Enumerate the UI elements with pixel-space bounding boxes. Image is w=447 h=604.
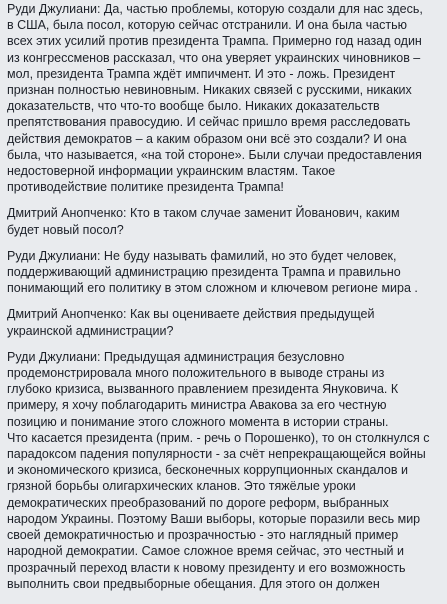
paragraph-anopchenko-question-1: Дмитрий Анопченко: Кто в таком случае заменит Йованович, каким будет новый посол? (7, 206, 400, 237)
paragraph-anopchenko-question-2: Дмитрий Анопченко: Как вы оцениваете действия предыдущей украинской администрации? (7, 307, 375, 338)
paragraph-giuliani-1: Руди Джулиани: Да, частью проблемы, которую создали для нас здесь, в США, была посол, которую сейчас отстранили. И она была частью всех этих усилий против президента Трампа. Примерно год назад один из конгрессменов рассказал, что она уверяет украинских чиновников – мол, президента Трампа ждёт импичмент. И это - ложь. Президент признан полностью невиновным. Никаких связей с русскими, никаких доказательств, что что-то вообще было. Никаких доказательств препятствования правосудию. И сейчас пришло время расследовать действия демократов – а каким образом они всё это создали? И она была, что называется, «на той стороне». Были случаи предоставления недостоверной информации украинским властям. Такое противодействие политике президента Трампа! (7, 2, 423, 195)
paragraph-giuliani-3: Руди Джулиани: Предыдущая администрация безусловно продемонстрировала много положительного в выводе страны из глубоко кризиса, вызванного правлением президента Януковича. К примеру, я хочу поблагодарить министра Авакова за его честную позицию и понимание этого сложного момента в истории страны. Что касается президента (прим. - речь о Порошенко), то он столкнулся с парадоксом падения популярности - за счёт непрекращающейся войны и экономического кризиса, бесконечных коррупционных скандалов и грязной борьбы олигархических кланов. Это тяжёлые уроки демократических преобразований по дороге реформ, выбранных народом Украины. Поэтому Ваши выборы, которые поразили весь мир своей демократичностью и прозрачностью - это наглядный пример народной демократии. Самое сложное время сейчас, это честный и прозрачный переход власти к новому президенту и его возможность выполнить свои предвыборные обещания. Для этого он должен (7, 349, 430, 591)
paragraph-giuliani-2: Руди Джулиани: Не буду называть фамилий, но это будет человек, поддерживающий администрацию президента Трампа и правильно понимающий его политику в этом сложном и ключевом регионе мира . (7, 248, 418, 296)
